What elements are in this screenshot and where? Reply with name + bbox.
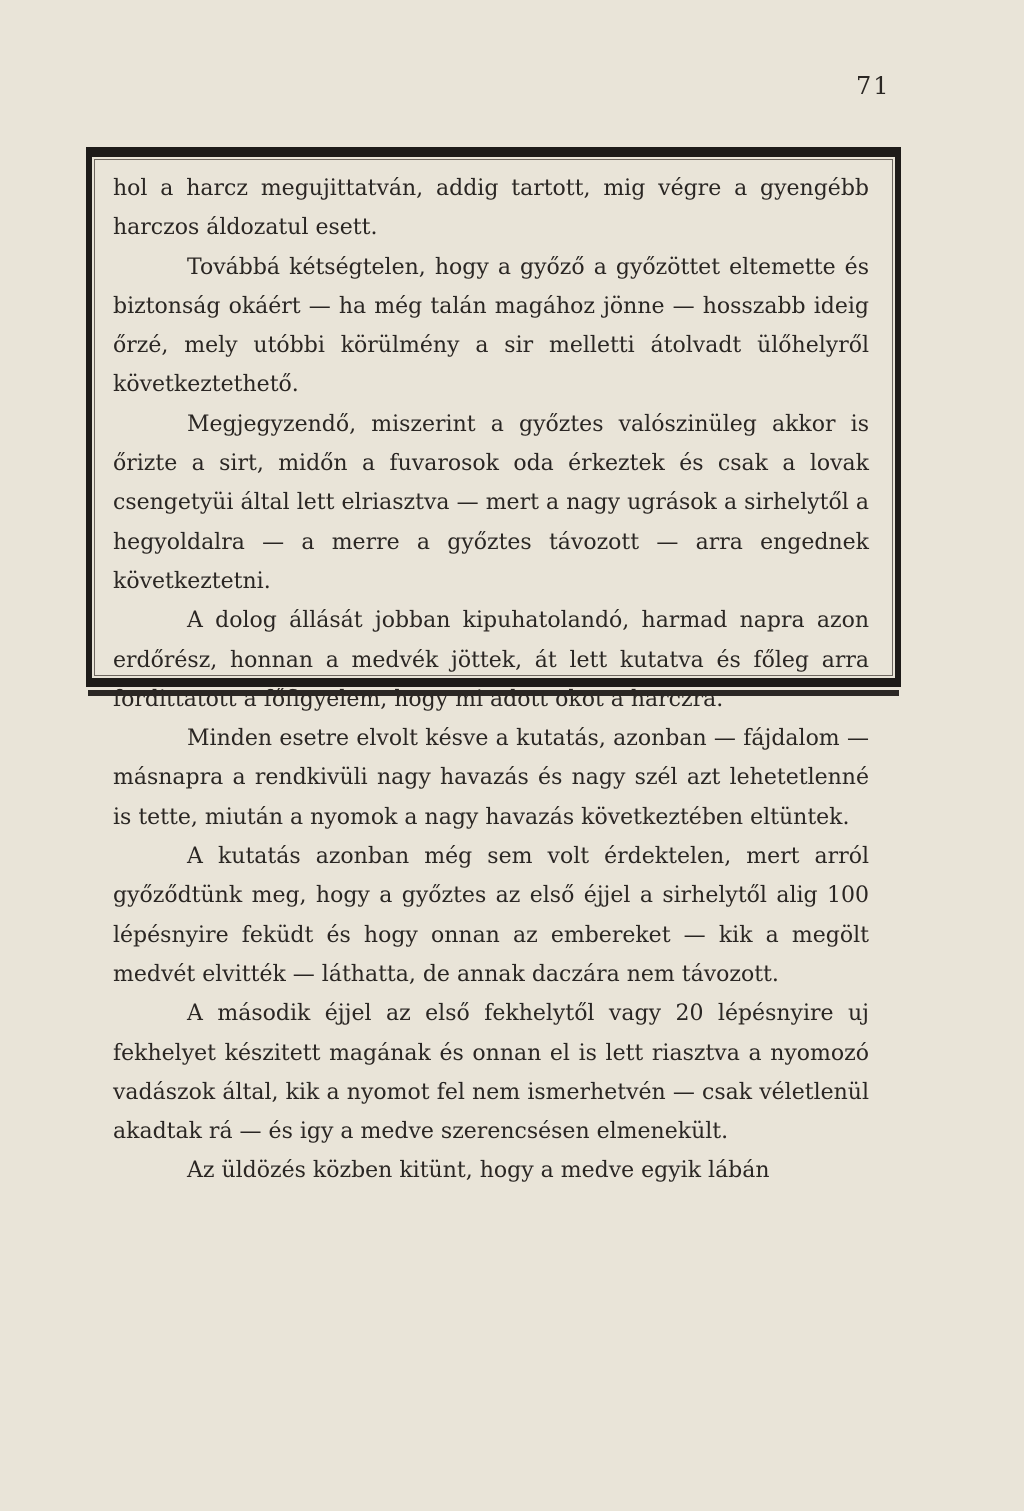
paragraph: Minden esetre elvolt késve a kutatás, azonban — fájdalom — másnapra a rendkivüli nagy havazás és nagy szél azt lehetetlenné is tette, miután a nyomok a nagy havazás következtében eltüntek. [113,726,869,830]
body-text [113,169,869,1191]
paragraph: Továbbá kétségtelen, hogy a győző a győzöttet eltemette és biztonság okáért — ha még talán magához jönne — hosszabb ideig őrzé, mely utóbbi körülmény a sir melletti átolvadt ülőhelyről következtethető. [113,254,869,398]
paragraph: Az üldözés közben kitünt, hogy a medve egyik lábán [187,1158,770,1184]
paragraph: hol a harcz megujittatván, addig tartott, mig végre a gyengébb harczos áldozatul esett. [113,176,869,241]
paragraph: Megjegyzendő, miszerint a győztes valószinüleg akkor is őrizte a sirt, midőn a fuvarosok oda érkeztek és csak a lovak csengetyüi által lett elriasztva — mert a nagy ugrások a sirhelytől a hegyoldalra — a merre a győztes távozott — arra engednek következtetni. [113,411,869,594]
paragraph: A kutatás azonban még sem volt érdektelen, mert arról győződtünk meg, hogy a győztes az első éjjel a sirhelytől alig 100 lépésnyire feküdt és hogy onnan az embereket — kik a megölt medvét elvitték — láthatta, de annak daczára nem távozott. [113,844,869,987]
page-number: 71 [856,72,891,100]
paragraph: A második éjjel az első fekhelytől vagy 20 lépésnyire uj fekhelyet készitett magának és onnan el is lett riasztva a nyomozó vadászok által, kik a nyomot fel nem ismerhetvén — csak véletlenül akadtak rá — és igy a medve szerencsésen elmenekült. [113,1001,869,1145]
paragraph: A dolog állását jobban kipuhatolandó, harmad napra azon erdőrész, honnan a medvék jöttek, át lett kutatva és főleg arra fordittatott a főfigyelem, hogy mi adott okot a harczra. [113,608,869,712]
